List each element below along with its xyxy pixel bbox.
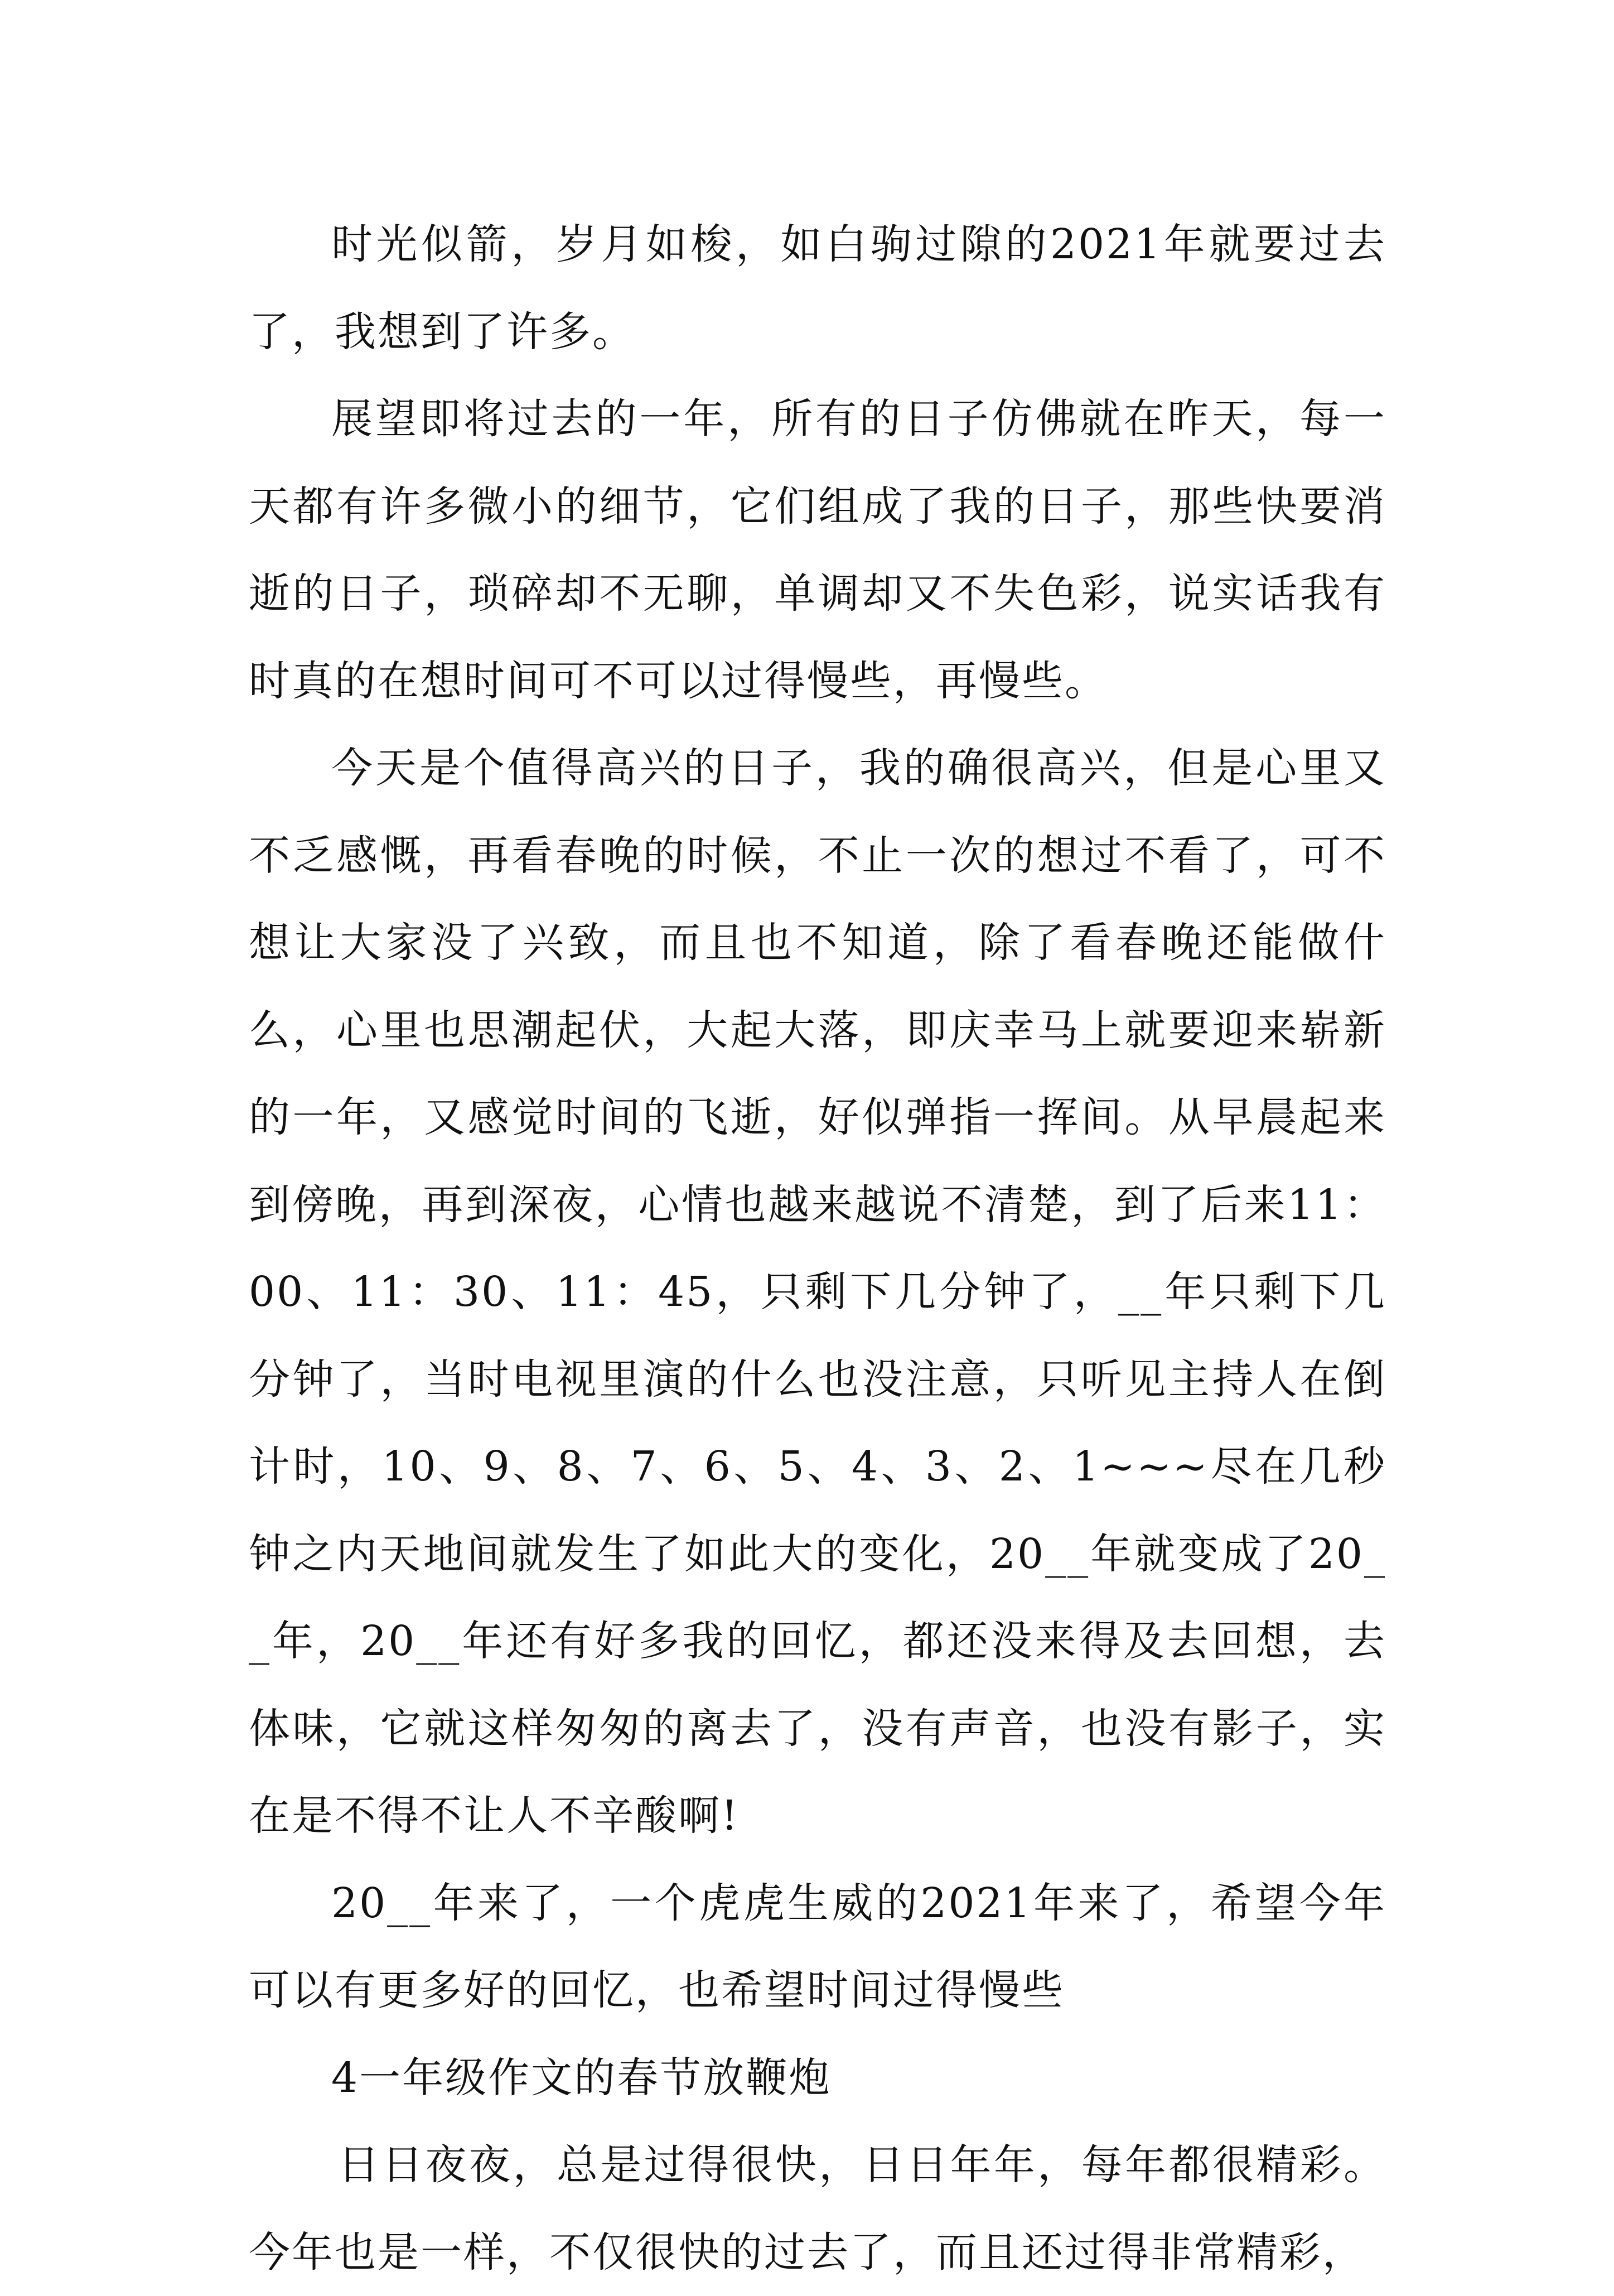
paragraph-1: 时光似箭，岁月如梭，如白驹过隙的2021年就要过去了，我想到了许多。 bbox=[249, 220, 1386, 356]
paragraph-5: 日日夜夜，总是过得很快，日日年年，每年都很精彩。今年也是一样，不仅很快的过去了，而且还过得非常精彩， bbox=[249, 2141, 1386, 2276]
section-heading: 4一年级作文的春节放鞭炮 bbox=[331, 2053, 832, 2102]
document-body bbox=[249, 201, 1386, 2296]
paragraph-2: 展望即将过去的一年，所有的日子仿佛就在昨天，每一天都有许多微小的细节，它们组成了我的日子，那些快要消逝的日子，琐碎却不无聊，单调却又不失色彩，说实话我有时真的在想时间可不可以过得慢些，再慢些。 bbox=[249, 395, 1386, 705]
paragraph-4: 20__年来了，一个虎虎生威的2021年来了，希望今年可以有更多好的回忆，也希望时间过得慢些 bbox=[249, 1879, 1386, 2014]
paragraph-3: 今天是个值得高兴的日子，我的确很高兴，但是心里又不乏感慨，再看春晚的时候，不止一次的想过不看了，可不想让大家没了兴致，而且也不知道，除了看春晚还能做什么，心里也思潮起伏，大起大落，即庆幸马上就要迎来崭新的一年，又感觉时间的飞逝，好似弹指一挥间。从早晨起来到傍晚，再到深夜，心情也越来越说不清楚，到了后来11：00、11：30、11：45，只剩下几分钟了，__年只剩下几分钟了，当时电视里演的什么也没注意，只听见主持人在倒计时，10、9、8、7、6、5、4、3、2、1~~~尽在几秒钟之内天地间就发生了如此大的变化，20__年就变成了20__年，20__年还有好多我的回忆，都还没来得及去回想，去体味，它就这样匆匆的离去了，没有声音，也没有影子，实在是不得不让人不辛酸啊! bbox=[249, 744, 1386, 1840]
